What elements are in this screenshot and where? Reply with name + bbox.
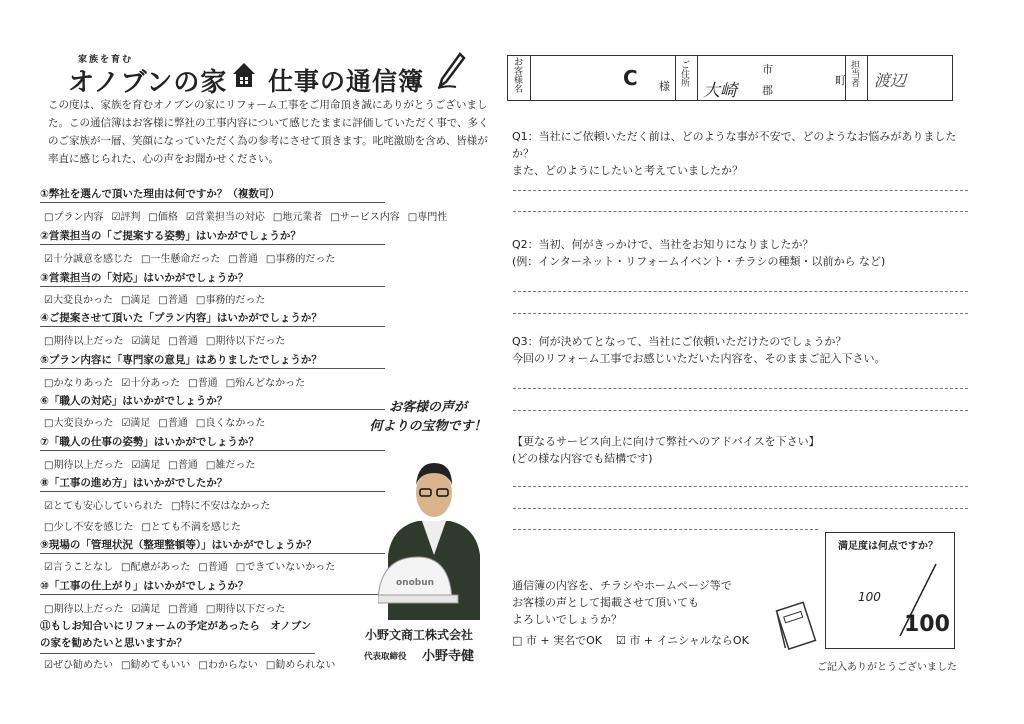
checkbox-option[interactable]: □ 良くなかった <box>196 418 265 429</box>
checkbox-option[interactable]: ☑ とても安心していられた <box>44 501 163 512</box>
q2-text-b: (例：インターネット・リフォームイベント・チラシの種類・以前から など) <box>512 255 886 268</box>
checkbox-option[interactable]: □ 期待以上だった <box>44 336 123 347</box>
answer-line <box>513 313 968 314</box>
checkbox-option[interactable]: □ 普通 <box>168 460 197 471</box>
bubble-line-1: お客様の声が <box>388 400 467 415</box>
checkbox-option[interactable]: □ 期待以上だった <box>44 604 123 615</box>
consent-line-2: お客様の声として掲載させて頂いても <box>512 596 699 609</box>
answer-line <box>513 190 968 191</box>
question-2: ②営業担当の「ご提案する姿勢」はいかがでしょうか？ <box>40 228 385 245</box>
question-1: ①弊社を選んで頂いた理由は何ですか？（複数可） <box>40 186 385 203</box>
checkbox-option[interactable]: □ 事務的だった <box>266 254 335 265</box>
checkbox-option[interactable]: ☑ 満足 <box>121 418 150 429</box>
thanks-text: ご記入ありがとうございました <box>817 662 957 673</box>
q2-text: Q2：当初、何がきっかけで、当社をお知りになりましたか？ <box>512 238 814 251</box>
question-3: ③営業担当の「対応」はいかがでしょうか？ <box>40 270 385 287</box>
checkbox-option[interactable]: □ 少し不安を感じた <box>44 522 133 533</box>
question-10: ⑩「工事の仕上がり」はいかがでしょうか？ <box>40 578 385 595</box>
address-town: 町 <box>835 74 846 87</box>
score-handwritten: 100 <box>858 590 881 604</box>
checkbox-option[interactable]: □ 普通 <box>228 254 257 265</box>
question-6: ⑥「職人の対応」はいかがでしょうか？ <box>40 393 385 410</box>
checkbox-option[interactable]: ☑ 言うことなし <box>44 562 113 573</box>
consent-text <box>512 577 742 628</box>
customer-info-box <box>507 55 953 101</box>
checkbox-option[interactable]: □ 普通 <box>158 295 187 306</box>
checkbox-option[interactable]: □ 普通 <box>188 378 217 389</box>
address-city: 市 <box>762 63 773 76</box>
president-photo <box>378 445 490 620</box>
checkbox-option[interactable]: □ 一生懸命だった <box>141 254 220 265</box>
checkbox-option[interactable]: □ とても不満を感じた <box>141 522 240 533</box>
pencil-icon <box>436 52 466 90</box>
checkbox-option[interactable]: □ 普通 <box>168 336 197 347</box>
intro-text: この度は、家族を育むオノブンの家にリフォーム工事をご用命頂き誠にありがとうございました。この通信簿はお客様に弊社の工事内容について感じたままに評価していただく事で、多くのご家族が一層、笑顔になっていただく為の参考にさせて頂きます。叱咤激励を含め、皆様が率直に感じられた、心の声をお聞かせください。 <box>48 99 489 165</box>
q4-text-b: (どの様な内容でも結構です) <box>512 452 653 465</box>
options-row <box>44 414 273 429</box>
checkbox-option[interactable]: ☑ 大変良かった <box>44 295 113 306</box>
question-11: ⑪もしお知合いにリフォームの予定があったら オノブンの家を勧めたいと思いますか？ <box>40 618 315 654</box>
q4-text: 【更なるサービス向上に向けて弊社へのアドバイスを下さい】 <box>512 435 820 448</box>
checkbox-real-name[interactable]: □ <box>512 634 523 647</box>
options-row <box>44 332 293 347</box>
answer-line <box>513 508 968 509</box>
score-title: 満足度は何点ですか？ <box>838 541 938 552</box>
checkbox-option[interactable]: ☑ 十分あった <box>121 378 180 389</box>
options-row <box>44 518 249 533</box>
speech-bubble <box>358 398 498 436</box>
consent-line-1: 通信簿の内容を、チラシやホームページ等で <box>512 579 732 592</box>
answer-line <box>513 486 968 487</box>
checkbox-option[interactable]: ☑ 満足 <box>131 604 160 615</box>
checkbox-option[interactable]: □ 勧めてもいい <box>121 660 190 671</box>
question-5: ⑤プラン内容に「専門家の意見」はありましたでしょうか？ <box>40 352 385 369</box>
checkbox-initial[interactable]: ☑ <box>616 634 626 647</box>
options-row <box>44 291 273 306</box>
checkbox-option[interactable]: ☑ ぜひ勧めたい <box>44 660 113 671</box>
checkbox-option[interactable]: □ 専門性 <box>408 212 447 223</box>
checkbox-option[interactable]: ☑ 評判 <box>111 212 140 223</box>
booklet-icon <box>770 600 820 652</box>
consent-line-3: よろしいでしょうか？ <box>512 613 622 626</box>
address-county: 郡 <box>762 84 773 97</box>
answer-line <box>513 529 818 530</box>
checkbox-option[interactable]: □ 価格 <box>148 212 177 223</box>
checkbox-option[interactable]: □ 普通 <box>168 604 197 615</box>
page-title: 仕事の通信簿 <box>268 67 425 96</box>
checkbox-option[interactable]: □ 配慮があった <box>121 562 190 573</box>
options-row <box>44 600 293 615</box>
checkbox-option[interactable]: □ 満足 <box>121 295 150 306</box>
staff-label: 担当者 <box>850 61 860 89</box>
checkbox-option[interactable]: □ 殆んどなかった <box>226 378 305 389</box>
checkbox-option[interactable]: □ かなりあった <box>44 378 113 389</box>
answer-line <box>513 291 968 292</box>
question-7: ⑦「職人の仕事の姿勢」はいかがでしょうか？ <box>40 434 385 451</box>
option-initial-label: 市 + イニシャルならOK <box>629 634 749 647</box>
checkbox-option[interactable]: □ 期待以上だった <box>44 460 123 471</box>
question-8: ⑧「工事の進め方」はいかがでしたか？ <box>40 475 385 492</box>
brand-logo: オノブンの家 <box>68 68 228 98</box>
checkbox-option[interactable]: □ 期待以下だった <box>206 336 285 347</box>
checkbox-option[interactable]: □ わからない <box>198 660 257 671</box>
options-row <box>44 250 343 265</box>
options-row <box>44 497 278 512</box>
option-real-name-label: 市 + 実名でOK <box>525 634 602 647</box>
checkbox-option[interactable]: □ 期待以下だった <box>206 604 285 615</box>
company-name: 小野文商工株式会社 <box>365 628 474 642</box>
checkbox-option[interactable]: ☑ 十分誠意を感じた <box>44 254 133 265</box>
options-row <box>44 656 343 671</box>
q1-text-b: また、どのようにしたいと考えていましたか？ <box>512 164 743 177</box>
options-row <box>44 374 313 389</box>
options-row <box>44 208 455 223</box>
checkbox-option[interactable]: □ 特に不安はなかった <box>171 501 270 512</box>
checkbox-option[interactable]: □ プラン内容 <box>44 212 103 223</box>
consent-options <box>512 632 749 648</box>
checkbox-option[interactable]: □ 勧められない <box>266 660 335 671</box>
answer-line <box>513 410 968 411</box>
options-row <box>44 558 343 573</box>
q1-text: Q1：当社にご依頼いただく前は、どのような事が不安で、どのようなお悩みがありましたか？ <box>512 130 957 160</box>
checkbox-option[interactable]: □ 雑だった <box>206 460 255 471</box>
score-max: 100 <box>904 612 950 637</box>
question-4: ④ご提案させて頂いた「プラン内容」はいかがでしょうか？ <box>40 310 385 327</box>
bubble-line-2: 何よりの宝物です！ <box>369 419 487 434</box>
checkbox-option[interactable]: □ 普通 <box>158 418 187 429</box>
address-label: ご住所 <box>680 61 690 89</box>
answer-line <box>513 211 968 212</box>
customer-name-label: お客様名 <box>513 58 523 95</box>
house-icon <box>232 62 256 88</box>
brand-tagline: 家族を育む <box>78 55 134 65</box>
checkbox-option[interactable]: □ 事務的だった <box>196 295 265 306</box>
customer-name: C <box>623 66 638 90</box>
customer-sama: 様 <box>659 80 670 93</box>
checkbox-option[interactable]: ☑ 満足 <box>131 460 160 471</box>
checkbox-option[interactable]: □ 大変良かった <box>44 418 113 429</box>
options-row <box>44 456 263 471</box>
rep-name: 小野寺健 <box>422 649 475 664</box>
answer-line <box>513 388 968 389</box>
checkbox-option[interactable]: ☑ 営業担当の対応 <box>186 212 265 223</box>
checkbox-option[interactable]: □ 地元業者 <box>273 212 322 223</box>
address-handwritten: 大崎 <box>703 81 737 101</box>
checkbox-option[interactable]: ☑ 満足 <box>131 336 160 347</box>
staff-name: 渡辺 <box>874 71 907 90</box>
checkbox-option[interactable]: □ サービス内容 <box>330 212 399 223</box>
checkbox-option[interactable]: □ できていないかった <box>236 562 335 573</box>
rep-title: 代表取締役 <box>364 652 407 662</box>
q3-text-b: 今回のリフォーム工事でお感じいただいた内容を、そのままご記入下さい。 <box>512 352 886 365</box>
helmet-text: onobun <box>396 578 435 588</box>
checkbox-option[interactable]: □ 普通 <box>198 562 227 573</box>
question-9: ⑨現場の「管理状況（整理整頓等）」はいかがでしょうか？ <box>40 537 385 554</box>
q3-text: Q3：何が決めてとなって、当社にご依頼いただけたのでしょうか？ <box>512 335 847 348</box>
